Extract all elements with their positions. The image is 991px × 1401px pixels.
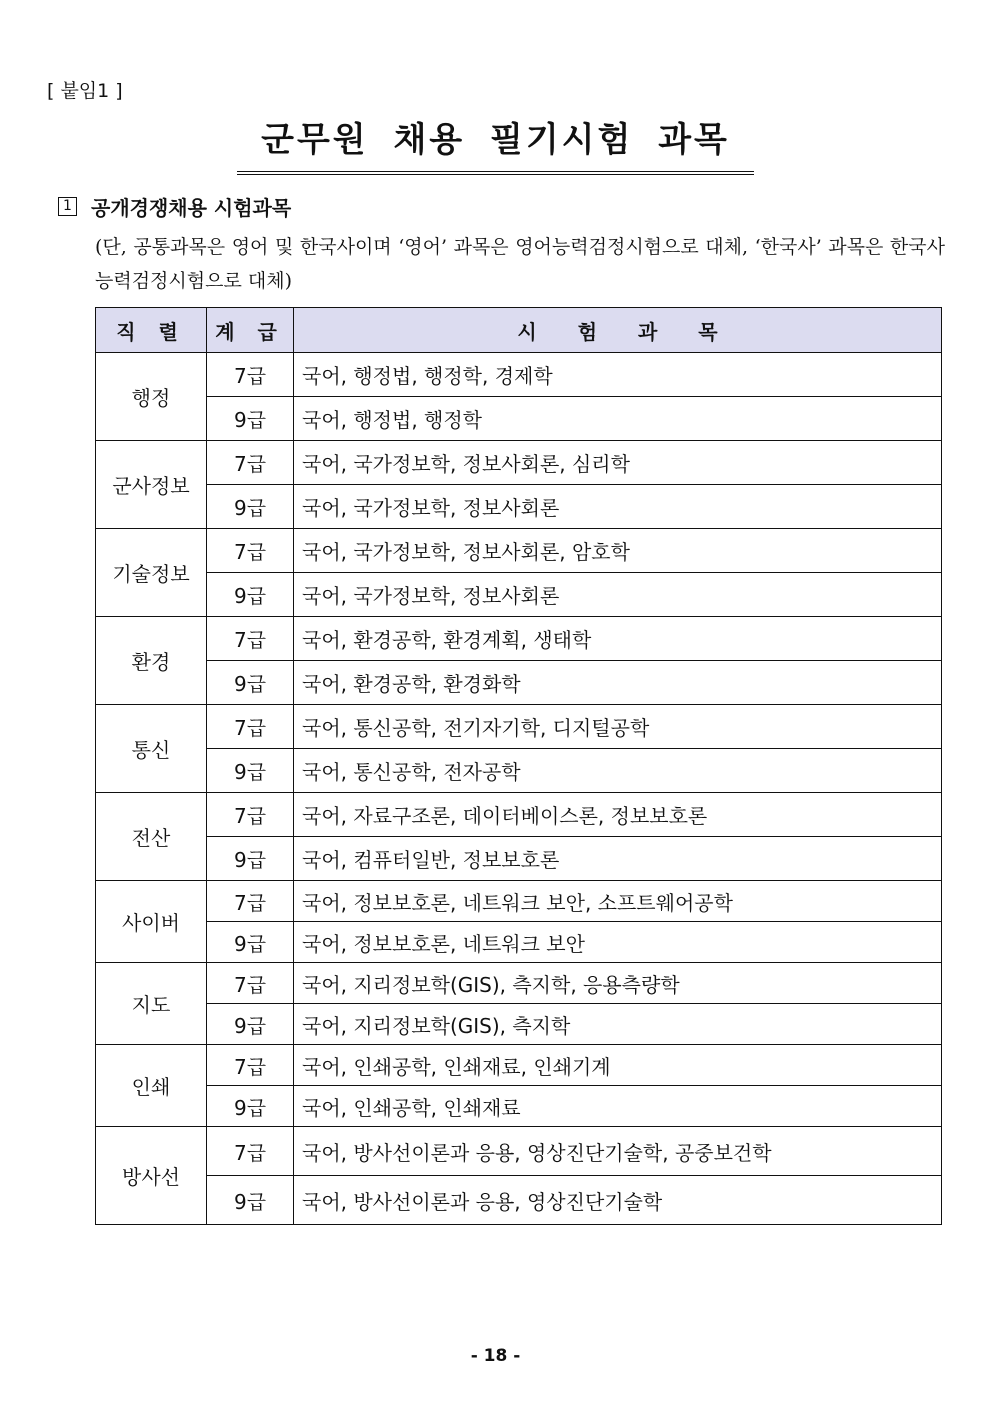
position-cell: 환경 — [96, 617, 207, 705]
header-grade: 계 급 — [207, 308, 294, 353]
grade-cell: 7급 — [207, 1127, 294, 1176]
subjects-cell: 국어, 국가정보학, 정보사회론 — [294, 573, 942, 617]
table-row — [96, 837, 942, 881]
table-header-row — [96, 308, 942, 353]
position-cell: 전산 — [96, 793, 207, 881]
attachment-label: [ 붙임1 ] — [47, 80, 123, 102]
grade-cell: 9급 — [207, 922, 294, 963]
table-row — [96, 397, 942, 441]
table-row — [96, 617, 942, 661]
grade-cell: 9급 — [207, 1004, 294, 1045]
subjects-cell: 국어, 국가정보학, 정보사회론 — [294, 485, 942, 529]
grade-cell: 9급 — [207, 397, 294, 441]
table-row — [96, 881, 942, 922]
subjects-cell: 국어, 정보보호론, 네트워크 보안 — [294, 922, 942, 963]
grade-cell: 7급 — [207, 881, 294, 922]
subjects-cell: 국어, 국가정보학, 정보사회론, 암호학 — [294, 529, 942, 573]
grade-cell: 9급 — [207, 661, 294, 705]
exam-subjects-table — [95, 307, 942, 1225]
grade-cell: 9급 — [207, 1176, 294, 1225]
subjects-cell: 국어, 컴퓨터일반, 정보보호론 — [294, 837, 942, 881]
subjects-cell: 국어, 행정법, 행정학, 경제학 — [294, 353, 942, 397]
grade-cell: 7급 — [207, 1045, 294, 1086]
grade-cell: 7급 — [207, 963, 294, 1004]
section-heading — [58, 192, 291, 221]
table-body — [96, 353, 942, 1225]
subjects-cell: 국어, 자료구조론, 데이터베이스론, 정보보호론 — [294, 793, 942, 837]
grade-cell: 7급 — [207, 529, 294, 573]
subjects-cell: 국어, 환경공학, 환경화학 — [294, 661, 942, 705]
table-row — [96, 1176, 942, 1225]
subjects-cell: 국어, 정보보호론, 네트워크 보안, 소프트웨어공학 — [294, 881, 942, 922]
position-cell: 인쇄 — [96, 1045, 207, 1127]
table-row — [96, 485, 942, 529]
subjects-cell: 국어, 통신공학, 전기자기학, 디지털공학 — [294, 705, 942, 749]
grade-cell: 7급 — [207, 705, 294, 749]
subjects-cell: 국어, 통신공학, 전자공학 — [294, 749, 942, 793]
table-row — [96, 963, 942, 1004]
subjects-cell: 국어, 행정법, 행정학 — [294, 397, 942, 441]
table-row — [96, 1086, 942, 1127]
header-position: 직 렬 — [96, 308, 207, 353]
grade-cell: 9급 — [207, 1086, 294, 1127]
header-subjects: 시 험 과 목 — [294, 308, 942, 353]
table-row — [96, 441, 942, 485]
position-cell: 방사선 — [96, 1127, 207, 1225]
subjects-cell: 국어, 지리정보학(GIS), 측지학, 응용측량학 — [294, 963, 942, 1004]
table-row — [96, 749, 942, 793]
position-cell: 행정 — [96, 353, 207, 441]
section-number-box: 1 — [58, 197, 77, 216]
subjects-cell: 국어, 지리정보학(GIS), 측지학 — [294, 1004, 942, 1045]
table-row — [96, 661, 942, 705]
grade-cell: 9급 — [207, 749, 294, 793]
position-cell: 통신 — [96, 705, 207, 793]
position-cell: 사이버 — [96, 881, 207, 963]
subjects-cell: 국어, 국가정보학, 정보사회론, 심리학 — [294, 441, 942, 485]
table-row — [96, 705, 942, 749]
subjects-cell: 국어, 인쇄공학, 인쇄재료, 인쇄기계 — [294, 1045, 942, 1086]
table-row — [96, 573, 942, 617]
table-row — [96, 1045, 942, 1086]
position-cell: 기술정보 — [96, 529, 207, 617]
table-row — [96, 353, 942, 397]
table-row — [96, 1004, 942, 1045]
section-note: (단, 공통과목은 영어 및 한국사이며 ‘영어’ 과목은 영어능력검정시험으로 대체, ‘한국사’ 과목은 한국사능력검정시험으로 대체) — [95, 236, 945, 292]
table-row — [96, 529, 942, 573]
section-label: 공개경쟁채용 시험과목 — [91, 196, 292, 220]
grade-cell: 9급 — [207, 485, 294, 529]
grade-cell: 9급 — [207, 573, 294, 617]
subjects-cell: 국어, 인쇄공학, 인쇄재료 — [294, 1086, 942, 1127]
page-title: 군무원 채용 필기시험 과목 — [237, 112, 754, 175]
subjects-cell: 국어, 방사선이론과 응용, 영상진단기술학 — [294, 1176, 942, 1225]
position-cell: 군사정보 — [96, 441, 207, 529]
page-number: - 18 - — [470, 1346, 521, 1366]
table-row — [96, 1127, 942, 1176]
position-cell: 지도 — [96, 963, 207, 1045]
table-row — [96, 922, 942, 963]
grade-cell: 7급 — [207, 353, 294, 397]
title-container — [0, 112, 991, 175]
grade-cell: 7급 — [207, 617, 294, 661]
grade-cell: 7급 — [207, 793, 294, 837]
subjects-cell: 국어, 방사선이론과 응용, 영상진단기술학, 공중보건학 — [294, 1127, 942, 1176]
grade-cell: 9급 — [207, 837, 294, 881]
table-row — [96, 793, 942, 837]
grade-cell: 7급 — [207, 441, 294, 485]
subjects-cell: 국어, 환경공학, 환경계획, 생태학 — [294, 617, 942, 661]
